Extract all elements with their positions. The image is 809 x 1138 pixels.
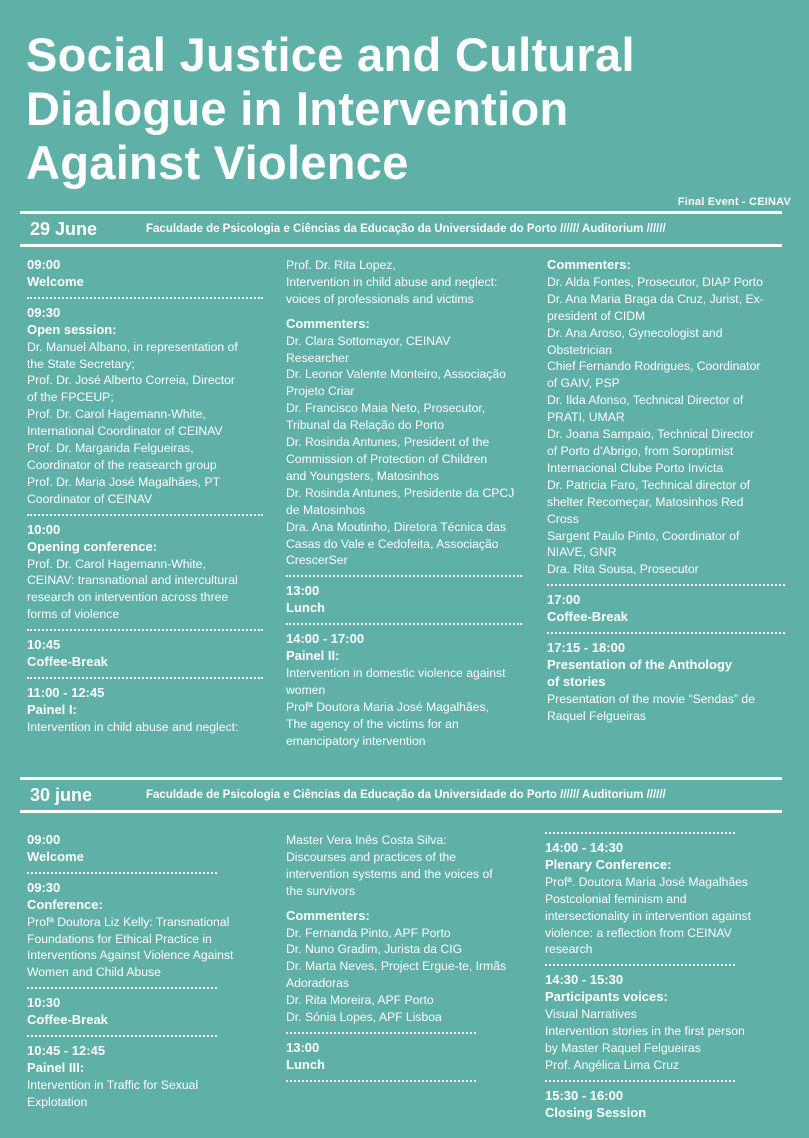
schedule-line: Sargent Paulo Pinto, Coordinator of <box>547 528 740 543</box>
schedule-line: Coordinator of the reasearch group <box>27 457 217 472</box>
schedule-line: Dr. Rita Moreira, APF Porto <box>286 993 434 1008</box>
schedule-line: Prof. Dr. Carol Hagemann-White, <box>27 407 206 422</box>
schedule-line: and Youngsters, Matosinhos <box>286 468 440 483</box>
dotted-divider <box>27 629 263 631</box>
schedule-line: Dra. Ana Moutinho, Diretora Técnica das <box>286 519 506 534</box>
schedule-line: Prof. Angélica Lima Cruz <box>545 1057 680 1072</box>
schedule-line: Prof. Dr. Margarida Felgueiras, <box>27 441 194 456</box>
dotted-divider <box>545 832 735 834</box>
schedule-line: Presentation of the movie “Sendas” de <box>547 691 755 706</box>
schedule-line: shelter Recomeçar, Matosinhos Red <box>547 494 744 509</box>
schedule-line: Master Vera Inês Costa Silva: <box>286 833 447 847</box>
dotted-divider <box>27 1035 217 1037</box>
schedule-heading: 10:30 <box>27 995 61 1011</box>
schedule-line: Intervention in child abuse and neglect: <box>27 719 239 734</box>
schedule-line: Prof. Dr. Rita Lopez, <box>286 258 396 272</box>
final-event-label: Final Event - CEINAV <box>677 196 791 208</box>
schedule-heading: 10:45 <box>27 637 61 653</box>
schedule-heading: 17:00 <box>547 592 581 608</box>
day2-column-3 <box>545 826 751 1122</box>
schedule-heading: 09:00 <box>27 257 61 272</box>
schedule-line: research on intervention across three <box>27 590 229 605</box>
day2-date: 30 june <box>30 785 93 805</box>
day1-column-1 <box>27 257 263 736</box>
schedule-heading: Plenary Conference: <box>545 856 672 872</box>
schedule-heading: Painel II: <box>286 648 340 664</box>
schedule-line: voices of professionals and victims <box>286 291 474 306</box>
title-line: Social Justice and Cultural <box>26 28 635 81</box>
schedule-heading: Coffee-Break <box>547 609 628 625</box>
day1-column-3 <box>547 257 785 725</box>
schedule-line: Visual Narratives <box>545 1007 637 1022</box>
dotted-divider <box>27 677 263 679</box>
schedule-line: Researcher <box>286 350 349 365</box>
schedule-heading: 13:00 <box>286 583 320 599</box>
dotted-divider <box>27 872 217 874</box>
schedule-line: women <box>286 682 326 697</box>
schedule-line: Dr. Sónia Lopes, APF Lisboa <box>286 1010 442 1025</box>
schedule-line: by Master Raquel Felgueiras <box>545 1040 701 1055</box>
schedule-line: of GAIV, PSP <box>547 376 620 391</box>
schedule-line: Profª Doutora Maria José Magalhães, <box>286 699 489 714</box>
schedule-line: Profª Doutora Liz Kelly: Transnational <box>27 914 230 929</box>
schedule-heading: 15:30 - 16:00 <box>545 1087 624 1103</box>
schedule-line: the State Secretary; <box>27 356 135 371</box>
schedule-line: research <box>545 942 593 957</box>
schedule-line: the survivors <box>286 883 356 898</box>
schedule-line: Chief Fernando Rodrigues, Coordinator <box>547 359 761 374</box>
day1-header <box>20 211 782 247</box>
schedule-line: The agency of the victims for an <box>286 716 459 731</box>
schedule-line: Dr. Joana Sampaio, Technical Director <box>547 427 755 442</box>
schedule-line: Tribunal da Relação do Porto <box>286 418 445 433</box>
schedule-heading: 10:45 - 12:45 <box>27 1043 106 1059</box>
schedule-line: Dr. Rosinda Antunes, President of the <box>286 435 490 450</box>
dotted-divider <box>286 575 522 577</box>
schedule-heading: Welcome <box>27 273 84 289</box>
dotted-divider <box>547 584 785 586</box>
schedule-heading: 13:00 <box>286 1039 320 1055</box>
schedule-line: Explotation <box>27 1094 88 1109</box>
schedule-line: Dr. Fernanda Pinto, APF Porto <box>286 925 451 940</box>
schedule-line: PRATI, UMAR <box>547 410 625 425</box>
schedule-line: International Coordinator of CEINAV <box>27 424 223 439</box>
schedule-heading: Painel I: <box>27 701 77 717</box>
schedule-line: Coordinator of CEINAV <box>27 491 153 506</box>
schedule-line: of the FPCEUP; <box>27 390 114 405</box>
schedule-line: president of CIDM <box>547 308 646 323</box>
schedule-heading: 11:00 - 12:45 <box>27 684 105 700</box>
schedule-line: Cross <box>547 511 579 526</box>
schedule-line: Intervention in child abuse and neglect: <box>286 274 498 289</box>
schedule-heading: Presentation of the Anthology <box>547 656 733 672</box>
schedule-heading: 14:30 - 15:30 <box>545 972 624 988</box>
divider <box>20 777 782 780</box>
schedule-line: Dr. Rosinda Antunes, Presidente da CPCJ <box>286 485 515 500</box>
schedule-line: emancipatory intervention <box>286 733 426 748</box>
dotted-divider <box>286 623 522 625</box>
schedule-line: Discourses and practices of the <box>286 849 457 864</box>
schedule-heading: Coffee-Break <box>27 1012 108 1028</box>
dotted-divider <box>286 1080 476 1082</box>
schedule-line: Adoradoras <box>286 976 350 991</box>
schedule-heading: 17:15 - 18:00 <box>547 640 626 656</box>
schedule-line: Dr. Nuno Gradim, Jurista da CIG <box>286 942 463 957</box>
day2-column-2 <box>286 832 507 1088</box>
dotted-divider <box>27 514 263 516</box>
day1-venue: Faculdade de Psicologia e Ciências da Educação da Universidade do Porto ////// Auditorium ////// <box>146 223 666 235</box>
schedule-line: violence: a reflection from CEINAV <box>545 925 732 940</box>
schedule-line: CEINAV: transnational and intercultural <box>27 573 238 588</box>
dotted-divider <box>545 964 735 966</box>
schedule-heading: Lunch <box>286 600 325 616</box>
schedule-heading: Commenters: <box>286 907 370 923</box>
divider <box>20 810 782 813</box>
schedule-line: Dr. Alda Fontes, Prosecutor, DIAP Porto <box>547 274 763 289</box>
day2-venue: Faculdade de Psicologia e Ciências da Educação da Universidade do Porto ////// Auditorium ////// <box>146 789 666 801</box>
schedule-line: Raquel Felgueiras <box>547 708 646 723</box>
dotted-divider <box>286 1032 476 1034</box>
schedule-line: Dr. Ana Maria Braga da Cruz, Jurist, Ex- <box>547 291 764 306</box>
dotted-divider <box>27 987 217 989</box>
schedule-line: Projeto Criar <box>286 384 355 399</box>
schedule-line: of Porto d’Abrigo, from Soroptimist <box>547 443 734 458</box>
schedule-line: Dr. Ana Aroso, Gynecologist and <box>547 325 723 340</box>
spacer <box>286 308 522 316</box>
schedule-line: Commission of Protection of Children <box>286 451 488 466</box>
schedule-line: Dr. Patricia Faro, Technical director of <box>547 477 750 492</box>
schedule-line: Prof. Dr. José Alberto Correia, Director <box>27 373 235 388</box>
schedule-line: Interventions Against Violence Against <box>27 948 234 963</box>
day2-column-1 <box>27 832 234 1111</box>
schedule-line: Women and Child Abuse <box>27 965 161 980</box>
divider <box>20 211 782 214</box>
schedule-line: Obstetrician <box>547 342 613 357</box>
schedule-line: Dr. Leonor Valente Monteiro, Associação <box>286 367 506 382</box>
schedule-heading: Conference: <box>27 896 103 912</box>
schedule-line: Dr. Francisco Maia Neto, Prosecutor, <box>286 401 486 416</box>
spacer <box>286 900 476 908</box>
schedule-line: intersectionality in intervention against <box>545 908 751 923</box>
schedule-heading: Coffee-Break <box>27 654 108 670</box>
day1-column-2 <box>286 257 522 749</box>
schedule-line: NIAVE, GNR <box>547 545 617 560</box>
schedule-line: CrescerSer <box>286 553 348 568</box>
schedule-line: de Matosinhos <box>286 502 366 517</box>
title-line: Against Violence <box>26 136 409 189</box>
schedule-line: intervention systems and the voices of <box>286 866 493 881</box>
day2-header <box>20 777 782 813</box>
divider <box>20 244 782 247</box>
schedule-heading: of stories <box>547 673 606 689</box>
schedule-line: Intervention in Traffic for Sexual <box>27 1077 199 1092</box>
schedule-line: Dr. Clara Sottomayor, CEINAV <box>286 333 451 348</box>
schedule-line: Dr. Ilda Afonso, Technical Director of <box>547 393 744 408</box>
schedule-heading: Participants voices: <box>545 989 668 1005</box>
schedule-heading: Commenters: <box>286 315 370 331</box>
dotted-divider <box>27 297 263 299</box>
schedule-heading: 14:00 - 14:30 <box>545 840 624 855</box>
schedule-line: Dra. Rita Sousa, Prosecutor <box>547 562 699 577</box>
schedule-heading: Welcome <box>27 848 84 864</box>
schedule-heading: Opening conference: <box>27 538 158 554</box>
schedule-heading: Closing Session <box>545 1104 647 1120</box>
schedule-heading: Painel III: <box>27 1059 85 1075</box>
schedule-heading: 10:00 <box>27 521 61 537</box>
schedule-heading: Lunch <box>286 1056 325 1072</box>
schedule-heading: 14:00 - 17:00 <box>286 631 365 647</box>
schedule-line: Postcolonial feminism and <box>545 891 687 906</box>
dotted-divider <box>547 632 785 634</box>
schedule-line: Dr. Manuel Albano, in representation of <box>27 339 238 354</box>
schedule-line: Intervention stories in the first person <box>545 1024 745 1039</box>
schedule-line: Profª. Doutora Maria José Magalhães <box>545 874 748 889</box>
day1-date: 29 June <box>30 219 98 239</box>
schedule-line: Foundations for Ethical Practice in <box>27 931 212 946</box>
title-line: Dialogue in Intervention <box>26 82 569 135</box>
schedule-line: Intervention in domestic violence against <box>286 665 506 680</box>
schedule-line: Casas do Vale e Cedofeita, Associação <box>286 536 499 551</box>
dotted-divider <box>545 1080 735 1082</box>
schedule-line: Prof. Dr. Maria José Magalhães, PT <box>27 474 221 489</box>
schedule-line: forms of violence <box>27 607 120 622</box>
schedule-line: Internacional Clube Porto Invicta <box>547 460 724 475</box>
schedule-line: Dr. Marta Neves, Project Ergue-te, Irmãs <box>286 959 507 974</box>
schedule-heading: Open session: <box>27 321 117 337</box>
schedule-heading: Commenters: <box>547 257 631 272</box>
schedule-heading: 09:30 <box>27 304 61 320</box>
schedule-heading: 09:00 <box>27 832 61 847</box>
poster-title <box>26 28 796 190</box>
schedule-line: Prof. Dr. Carol Hagemann-White, <box>27 556 206 571</box>
schedule-heading: 09:30 <box>27 879 61 895</box>
